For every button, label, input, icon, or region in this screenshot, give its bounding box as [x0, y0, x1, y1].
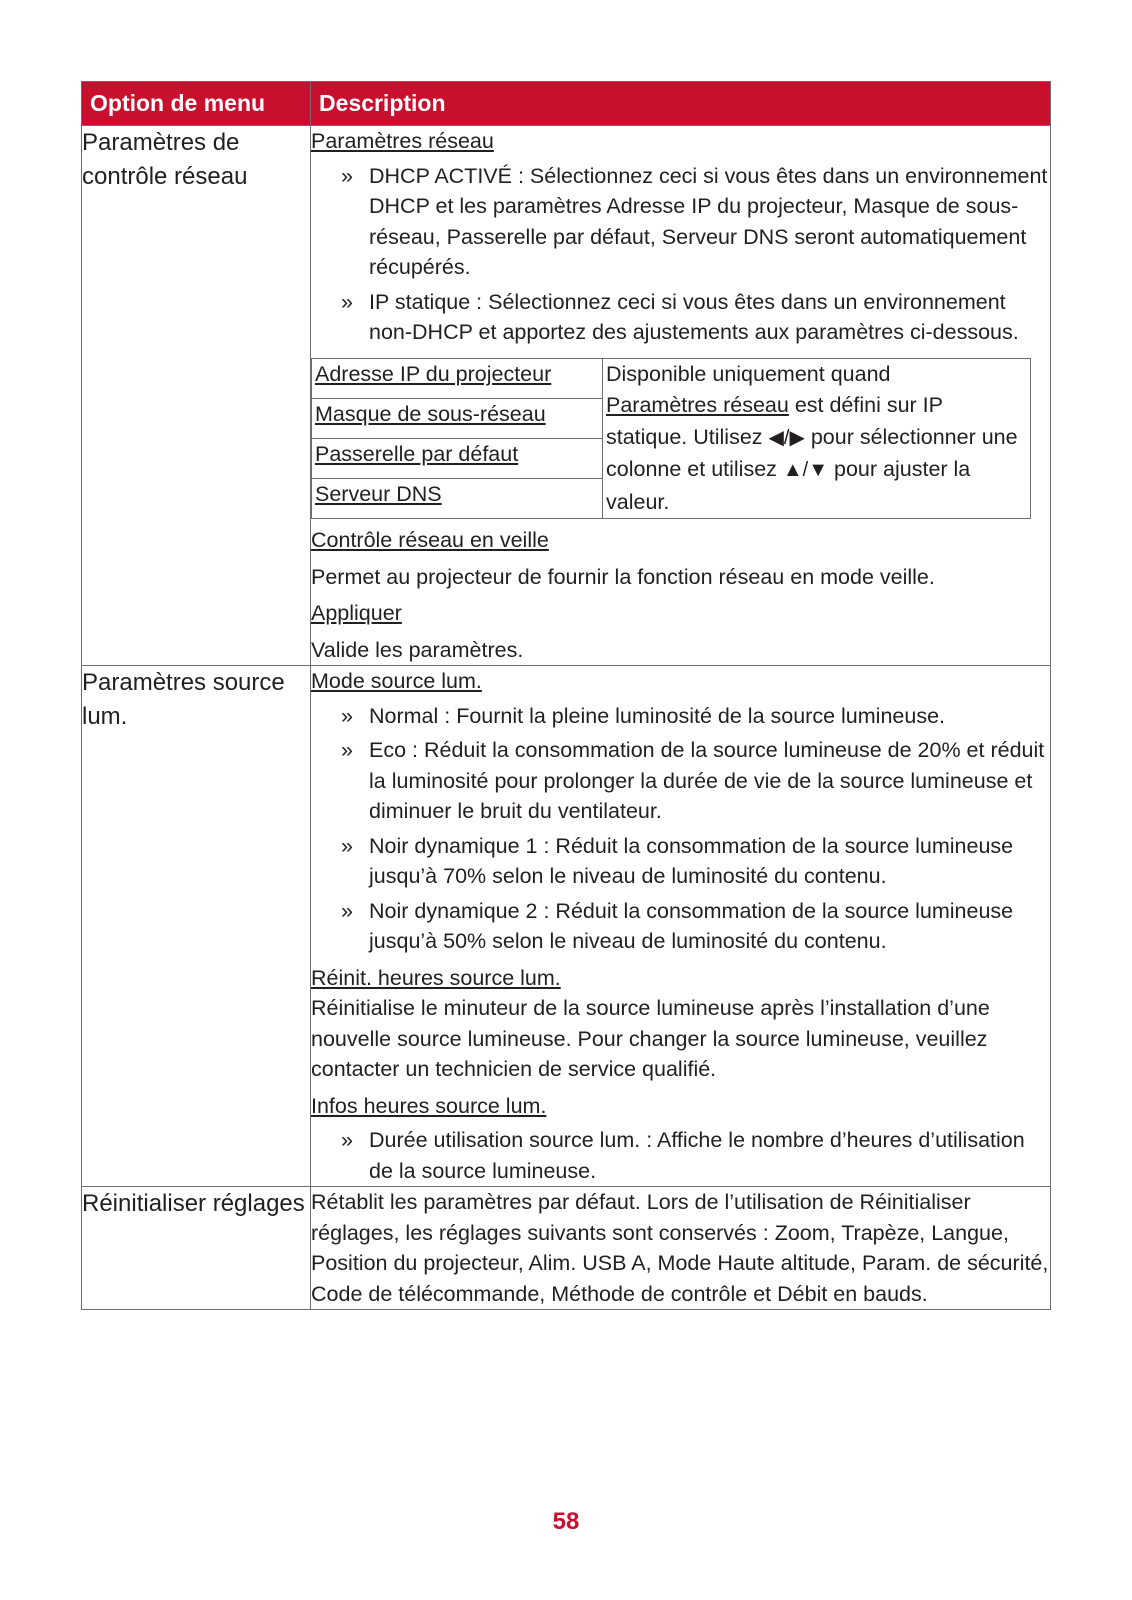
- note-link: Paramètres réseau: [606, 393, 789, 417]
- bullet-marker: »: [341, 163, 353, 188]
- menu-table: [81, 81, 1051, 1310]
- bullet-marker: »: [341, 898, 353, 923]
- inner-row: [312, 358, 1031, 398]
- bullet-text: Normal : Fournit la pleine luminosité de la source lumineuse.: [369, 703, 945, 728]
- table-row: [82, 1187, 1051, 1310]
- list-item: [311, 161, 1050, 283]
- inner-item-cell: [312, 398, 603, 438]
- header-description: Description: [311, 82, 1051, 126]
- bullet-text: DHCP ACTIVÉ : Sélectionnez ceci si vous êtes dans un environnement DHCP et les paramètres Adresse IP du projecteur, Masque de sous-réseau, Passerelle par défaut, Serveur DNS seront automatiquement récupérés.: [369, 163, 1048, 279]
- option-cell: [82, 666, 311, 1187]
- list-item: [311, 896, 1050, 957]
- table-row: [82, 126, 1051, 666]
- description-cell: [311, 666, 1051, 1187]
- bullet-text: Noir dynamique 2 : Réduit la consommation de la source lumineuse jusqu’à 50% selon le niveau de luminosité du contenu.: [369, 898, 1014, 953]
- option-cell: [82, 1187, 311, 1310]
- inner-item: Serveur DNS: [315, 481, 442, 506]
- left-right-arrows-icon: ◀/▶: [768, 426, 805, 449]
- network-settings-title: Paramètres réseau: [311, 129, 494, 153]
- apply-title: Appliquer: [311, 601, 402, 625]
- note-text: Disponible uniquement quand: [606, 361, 891, 386]
- table-header-row: [82, 82, 1051, 126]
- bullet-text: IP statique : Sélectionnez ceci si vous êtes dans un environnement non-DHCP et apportez des ajustements aux paramètres ci-dessous.: [369, 289, 1019, 344]
- standby-desc: Permet au projecteur de fournir la fonction réseau en mode veille.: [311, 564, 935, 589]
- bullet-text: Durée utilisation source lum. : Affiche le nombre d’heures d’utilisation de la source lumineuse.: [369, 1128, 1025, 1183]
- inner-item: Masque de sous-réseau: [315, 401, 546, 426]
- description-cell: [311, 126, 1051, 666]
- bullet-text: Noir dynamique 1 : Réduit la consommation de la source lumineuse jusqu’à 70% selon le niveau de luminosité du contenu.: [369, 833, 1014, 888]
- inner-item: Adresse IP du projecteur: [315, 361, 552, 386]
- reset-hours-desc: Réinitialise le minuteur de la source lumineuse après l’installation d’une nouvelle source lumineuse. Pour changer la source lumineuse, veuillez contacter un technicien de service qualifié.: [311, 996, 990, 1081]
- list-item: [311, 831, 1050, 892]
- page-number: 58: [552, 1508, 580, 1535]
- list-item: [311, 701, 1050, 732]
- inner-item-cell: [312, 438, 603, 478]
- bullet-marker: »: [341, 703, 353, 728]
- apply-desc: Valide les paramètres.: [311, 637, 524, 662]
- inner-item-cell: [312, 478, 603, 518]
- option-label: Réinitialiser réglages: [82, 1190, 305, 1217]
- standby-title: Contrôle réseau en veille: [311, 528, 549, 552]
- list-item: [311, 735, 1050, 827]
- bullet-text: Eco : Réduit la consommation de la source lumineuse de 20% et réduit la luminosité pour prolonger la durée de vie de la source lumineuse et diminuer le bruit du ventilateur.: [369, 738, 1045, 823]
- note-text: est défini sur IP statique. Utilisez: [606, 393, 943, 449]
- note-text: pour ajuster la valeur.: [606, 457, 971, 514]
- up-down-arrows-icon: ▲/▼: [782, 459, 829, 481]
- inner-item-cell: [312, 358, 603, 398]
- info-hours-title: Infos heures source lum.: [311, 1093, 547, 1118]
- list-item: [311, 1125, 1050, 1186]
- inner-note-cell: [603, 358, 1031, 519]
- table-row: [82, 666, 1051, 1187]
- option-label: Paramètres source lum.: [82, 669, 285, 730]
- bullet-marker: »: [341, 833, 353, 858]
- bullet-marker: »: [341, 738, 353, 762]
- option-cell: [82, 126, 311, 666]
- description-cell: [311, 1187, 1051, 1310]
- bullet-marker: »: [341, 289, 353, 314]
- bullet-marker: »: [341, 1128, 353, 1152]
- list-item: [311, 287, 1050, 348]
- network-params-table: [311, 358, 1031, 520]
- mode-title: Mode source lum.: [311, 669, 482, 693]
- reset-settings-desc: Rétablit les paramètres par défaut. Lors de l’utilisation de Réinitialiser réglages, les réglages suivants sont conservés : Zoom, Trapèze, Langue, Position du projecteur, Alim. USB A, Mode Haute altitude, Param. de sécurité, Code de télécommande, Méthode de contrôle et Débit en bauds.: [311, 1190, 1049, 1306]
- note-text: pour sélectionner une colonne et utilisez: [606, 424, 1018, 481]
- header-option: Option de menu: [82, 82, 311, 126]
- reset-hours-title: Réinit. heures source lum.: [311, 965, 561, 990]
- inner-item: Passerelle par défaut: [315, 441, 519, 466]
- option-label: Paramètres de contrôle réseau: [82, 129, 248, 190]
